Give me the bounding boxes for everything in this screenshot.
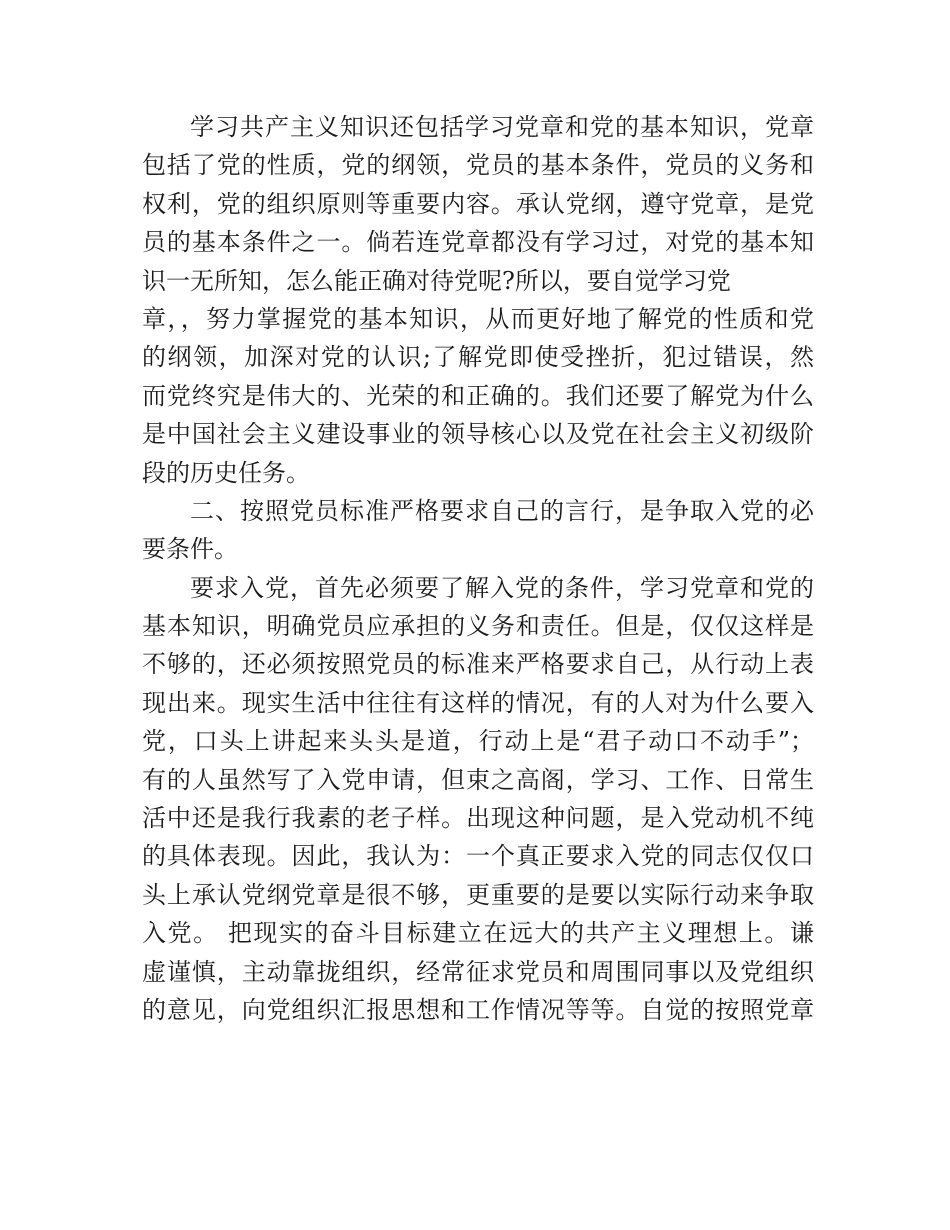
paragraph-1-line-6: 章，，努力掌握党的基本知识，从而更好地了解党的性质和党	[142, 304, 814, 333]
paragraph-1-line-7: 的纲领，加深对党的认识;了解党即使受挫折，犯过错误，然	[142, 343, 814, 372]
paragraph-1-line-5: 识一无所知，怎么能正确对待党呢?所以，要自觉学习党	[142, 266, 731, 295]
paragraph-3-line-5: 党，口头上讲起来头头是道，行动上是“君子动口不动手”；	[142, 727, 814, 756]
document-body	[142, 108, 814, 1029]
paragraph-3-line-6: 有的人虽然写了入党申请，但束之高阁，学习、工作、日常生	[142, 765, 814, 794]
paragraph-2-line-1: 二、按照党员标准严格要求自己的言行，是争取入党的必	[190, 496, 814, 525]
paragraph-3-line-8: 的具体表现。因此，我认为：一个真正要求入党的同志仅仅口	[142, 842, 814, 871]
paragraph-3-line-1: 要求入党，首先必须要了解入党的条件，学习党章和党的	[190, 573, 814, 602]
paragraph-1-line-2: 包括了党的性质，党的纲领，党员的基本条件，党员的义务和	[142, 151, 814, 180]
paragraph-1-line-8: 而党终究是伟大的、光荣的和正确的。我们还要了解党为什么	[142, 381, 814, 410]
paragraph-3-line-2: 基本知识，明确党员应承担的义务和责任。但是，仅仅这样是	[142, 612, 814, 641]
paragraph-1-line-3: 权利，党的组织原则等重要内容。承认党纲，遵守党章，是党	[142, 189, 814, 218]
paragraph-1-line-9: 是中国社会主义建设事业的领导核心以及党在社会主义初级阶	[142, 420, 814, 449]
paragraph-3-line-3: 不够的，还必须按照党员的标准来严格要求自己，从行动上表	[142, 650, 814, 679]
paragraph-3-line-12: 的意见，向党组织汇报思想和工作情况等等。自觉的按照党章	[142, 995, 814, 1024]
paragraph-3-line-4: 现出来。现实生活中往往有这样的情况，有的人对为什么要入	[142, 688, 814, 717]
paragraph-3-line-10: 入党。 把现实的奋斗目标建立在远大的共产主义理想上。谦	[142, 919, 814, 948]
paragraph-3-line-7: 活中还是我行我素的老子样。出现这种问题，是入党动机不纯	[142, 804, 814, 833]
paragraph-2-line-2: 要条件。	[142, 535, 238, 564]
paragraph-1-line-4: 员的基本条件之一。倘若连党章都没有学习过，对党的基本知	[142, 228, 814, 257]
paragraph-1-line-10: 段的历史任务。	[142, 458, 310, 487]
paragraph-3-line-9: 头上承认党纲党章是很不够，更重要的是要以实际行动来争取	[142, 880, 814, 909]
paragraph-3-line-11: 虚谨慎，主动靠拢组织，经常征求党员和周围同事以及党组织	[142, 957, 814, 986]
paragraph-1-line-1: 学习共产主义知识还包括学习党章和党的基本知识，党章	[190, 113, 814, 141]
